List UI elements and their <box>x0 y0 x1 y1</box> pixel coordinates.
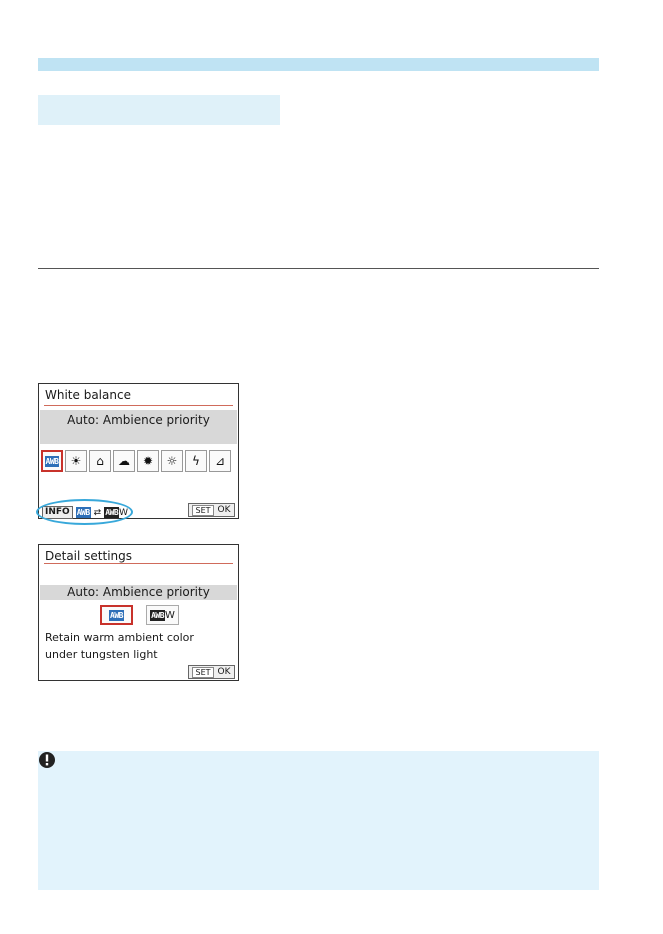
white-balance-screen <box>38 383 239 519</box>
title-divider <box>44 405 233 406</box>
awb-ambience-icon: AWB <box>76 508 90 517</box>
ok-label: OK <box>217 667 231 677</box>
section-heading-box <box>38 95 280 125</box>
ok-label: OK <box>217 505 231 515</box>
flash-icon[interactable]: ϟ <box>185 450 207 472</box>
mode-band <box>40 410 237 444</box>
cloudy-icon[interactable]: ☁ <box>113 450 135 472</box>
divider <box>38 268 599 269</box>
title-divider <box>44 563 233 564</box>
detail-settings-screen <box>38 544 239 681</box>
caution-note-box <box>38 751 599 890</box>
caution-icon <box>38 751 56 769</box>
header-bar <box>38 58 599 71</box>
fluorescent-icon[interactable]: ☼ <box>161 450 183 472</box>
set-ok-button[interactable] <box>188 503 235 517</box>
mode-label: Auto: Ambience priority <box>67 585 210 599</box>
awb-white-option[interactable]: AWB W <box>146 605 179 625</box>
awb-white-icon: AWBW <box>105 508 129 518</box>
set-key-label: SET <box>192 505 213 516</box>
info-button-label[interactable]: INFO <box>42 506 73 519</box>
description-line-2: under tungsten light <box>45 648 158 661</box>
wb-icon-row <box>41 450 231 474</box>
screen-title: Detail settings <box>45 549 133 563</box>
set-key-label: SET <box>192 667 213 678</box>
shade-icon[interactable]: ⌂ <box>89 450 111 472</box>
awb-icon[interactable]: AWB <box>41 450 63 472</box>
highlight-ellipse <box>36 499 133 525</box>
description-line-1: Retain warm ambient color <box>45 631 194 644</box>
screen-title: White balance <box>45 388 131 402</box>
daylight-icon[interactable]: ☀ <box>65 450 87 472</box>
mode-label: Auto: Ambience priority <box>67 413 210 427</box>
awb-ambience-option[interactable]: AWB <box>100 605 133 625</box>
custom-icon[interactable]: ⊿ <box>209 450 231 472</box>
tungsten-icon[interactable]: ✹ <box>137 450 159 472</box>
mode-band <box>40 585 237 600</box>
swap-arrows-icon: ⇄ <box>93 507 102 518</box>
set-ok-button[interactable] <box>188 665 235 679</box>
